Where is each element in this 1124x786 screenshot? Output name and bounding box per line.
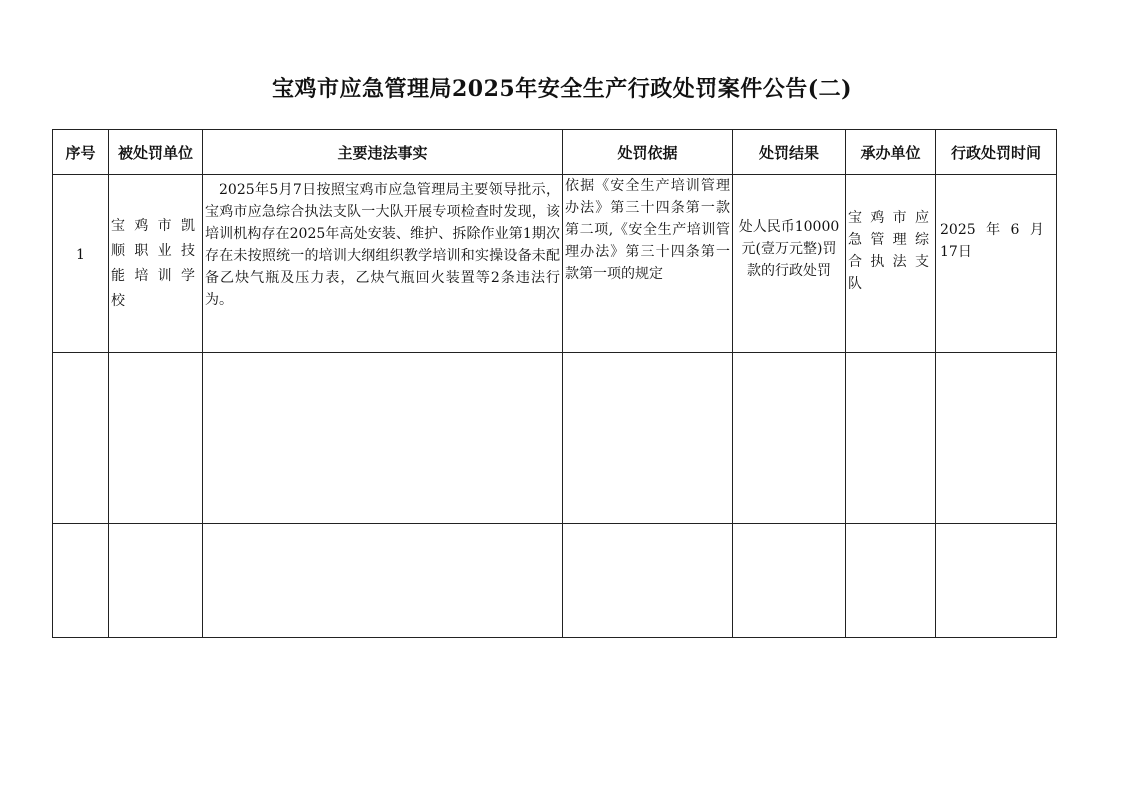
header-date: 行政处罚时间 <box>936 130 1057 175</box>
cell-no: 1 <box>53 175 109 353</box>
header-facts: 主要违法事实 <box>203 130 563 175</box>
cell-violation-facts: 2025年5月7日按照宝鸡市应急管理局主要领导批示，宝鸡市应急综合执法支队一大队开展专项检查时发现，该培训机构存在2025年高处安装、维护、拆除作业第1期次存在未按照统一的培训大纲组织教学培训和实操设备未配备乙炔气瓶及压力表，乙炔气瓶回火装置等2条违法行为。 <box>203 175 563 353</box>
header-no: 序号 <box>53 130 109 175</box>
header-result: 处罚结果 <box>733 130 846 175</box>
empty-cell <box>936 353 1057 524</box>
empty-cell <box>203 524 563 638</box>
empty-cell <box>733 353 846 524</box>
table-header-row <box>53 130 1057 175</box>
empty-cell <box>733 524 846 638</box>
cell-penalty-basis: 依据《安全生产培训管理办法》第三十四条第一款第二项,《安全生产培训管理办法》第三十四条第一款第一项的规定 <box>563 175 733 353</box>
table-row <box>53 175 1057 353</box>
empty-cell <box>563 353 733 524</box>
cell-handling-department: 宝鸡市应急管理综合执法支队 <box>846 175 936 353</box>
cell-penalty-date: 2025 年 6 月 17日 <box>936 175 1057 353</box>
empty-cell <box>846 524 936 638</box>
empty-cell <box>109 353 203 524</box>
empty-cell <box>53 524 109 638</box>
empty-cell <box>53 353 109 524</box>
empty-cell <box>846 353 936 524</box>
cell-penalty-result: 处人民币10000元(壹万元整)罚款的行政处罚 <box>733 175 846 353</box>
header-unit: 被处罚单位 <box>109 130 203 175</box>
table-row-empty <box>53 524 1057 638</box>
page-title: 宝鸡市应急管理局2025年安全生产行政处罚案件公告(二) <box>271 76 853 102</box>
empty-cell <box>203 353 563 524</box>
penalty-table <box>52 129 1057 638</box>
empty-cell <box>563 524 733 638</box>
table-row-empty <box>53 353 1057 524</box>
header-basis: 处罚依据 <box>563 130 733 175</box>
header-dept: 承办单位 <box>846 130 936 175</box>
cell-penalized-unit: 宝鸡市凯顺职业技能培训学校 <box>109 175 203 353</box>
empty-cell <box>936 524 1057 638</box>
empty-cell <box>109 524 203 638</box>
